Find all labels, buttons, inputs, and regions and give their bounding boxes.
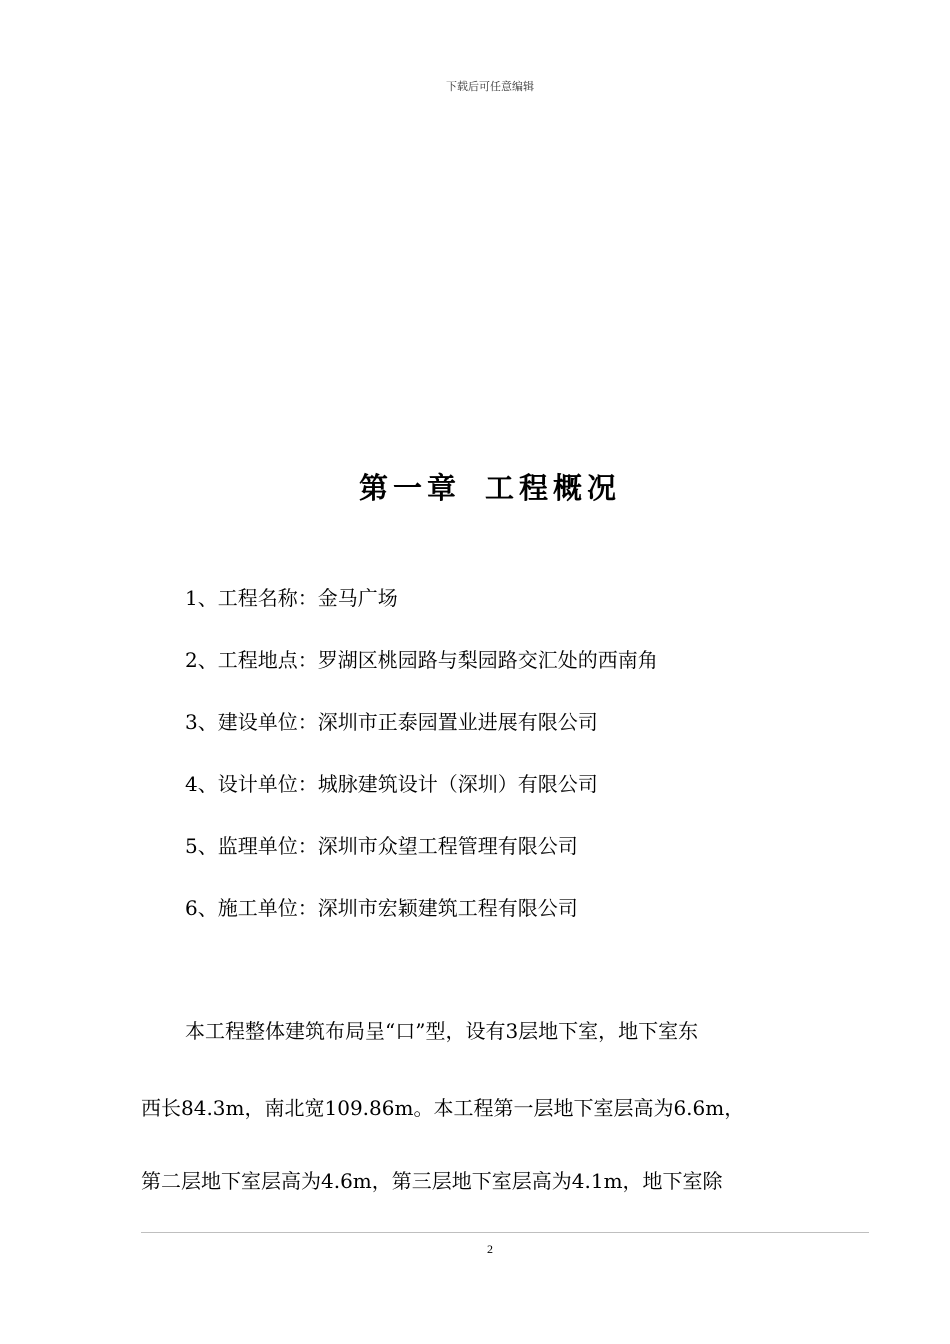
chapter-number: 第一章 — [358, 471, 461, 505]
project-info-list — [185, 582, 658, 954]
info-item-project-name: 1、工程名称：金马广场 — [185, 586, 398, 610]
body-line-2: 西长84.3m，南北宽109.86m。本工程第一层地下室层高为6.6m， — [141, 1096, 745, 1120]
chapter-title — [0, 466, 950, 507]
body-line-3: 第二层地下室层高为4.6m，第三层地下室层高为4.1m，地下室除 — [141, 1169, 723, 1193]
header-note: 下载后可任意编辑 — [446, 80, 534, 93]
info-item-location: 2、工程地点：罗湖区桃园路与梨园路交汇处的西南角 — [185, 648, 658, 672]
info-item-contractor: 6、施工单位：深圳市宏颖建筑工程有限公司 — [185, 896, 578, 920]
info-item-supervisor: 5、监理单位：深圳市众望工程管理有限公司 — [185, 834, 578, 858]
info-item-developer: 3、建设单位：深圳市正泰园置业进展有限公司 — [185, 710, 598, 734]
chapter-name: 工程概况 — [485, 471, 622, 505]
info-item-designer: 4、设计单位：城脉建筑设计（深圳）有限公司 — [185, 772, 598, 796]
page-number: 2 — [487, 1242, 493, 1256]
body-line-1: 本工程整体建筑布局呈“口”型，设有3层地下室，地下室东 — [185, 1019, 699, 1043]
footer-divider — [141, 1232, 869, 1233]
